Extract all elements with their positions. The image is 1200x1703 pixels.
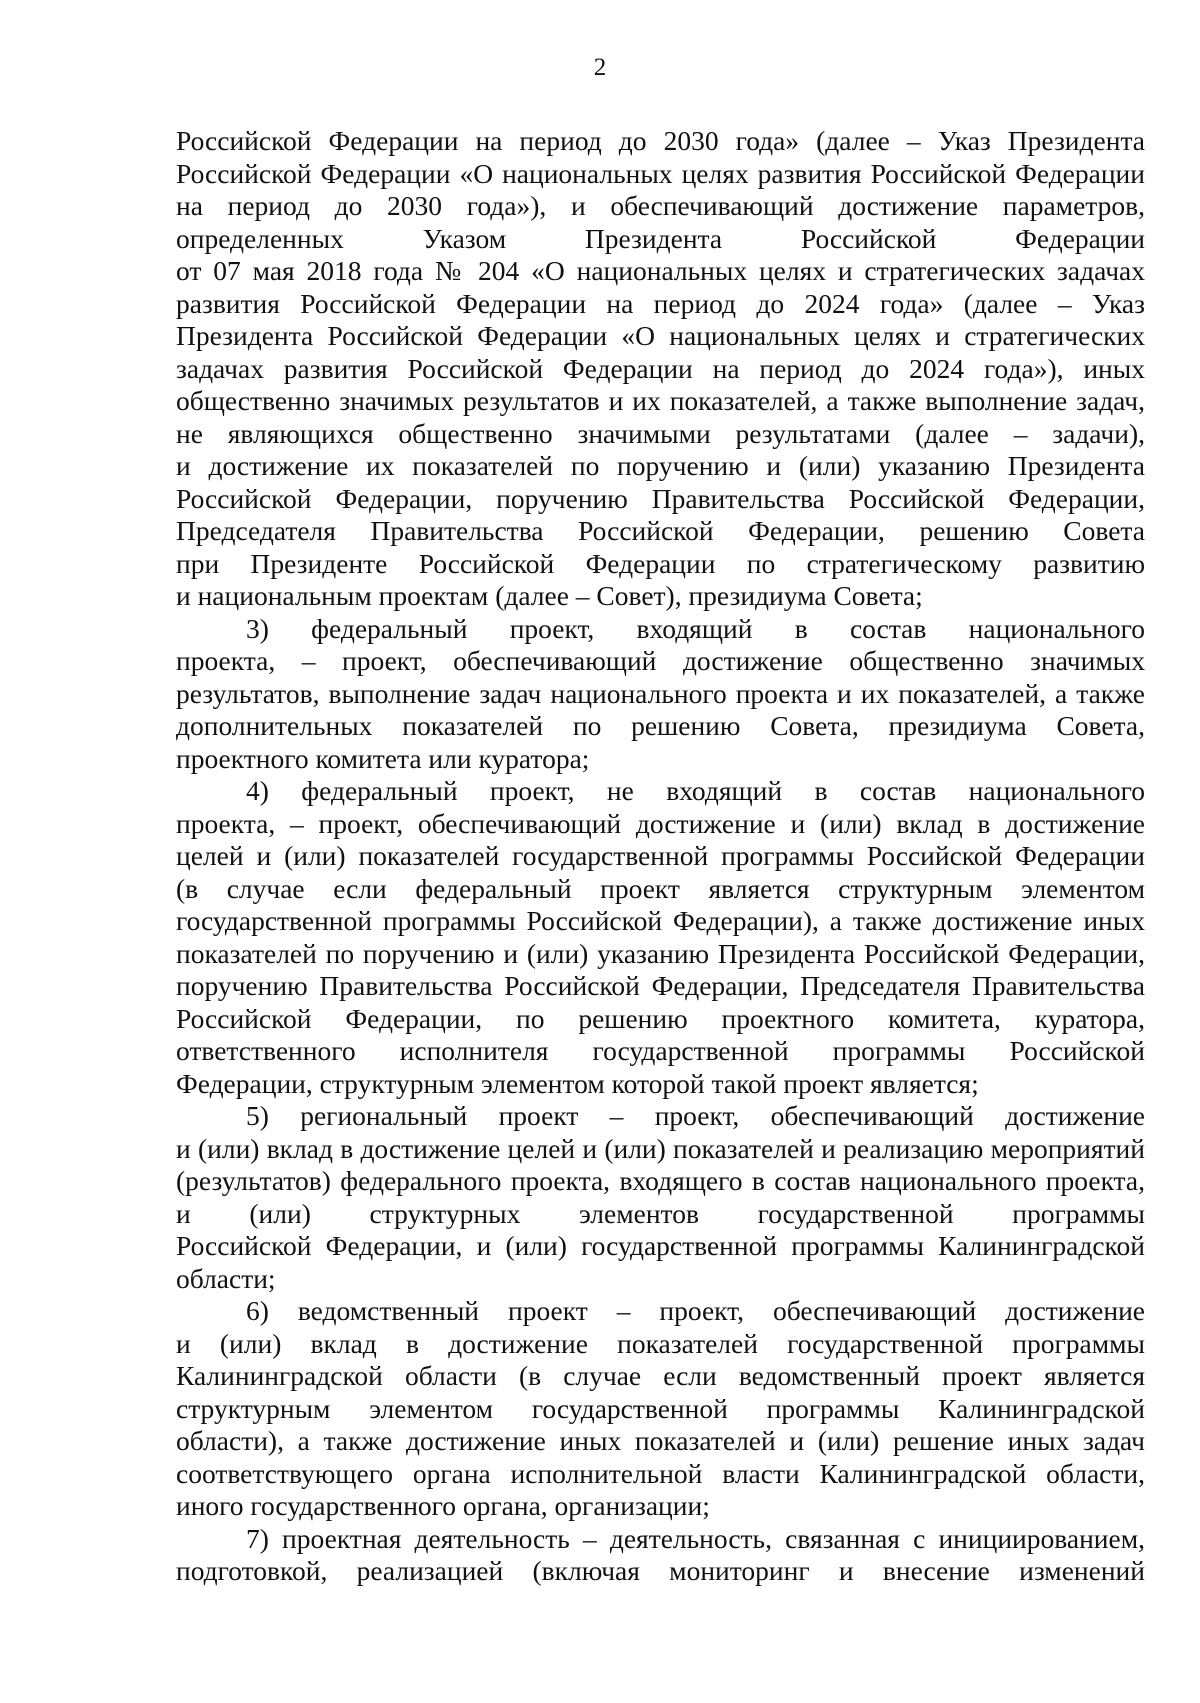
text-line: 3) федеральный проект, входящий в состав национального — [246, 612, 1145, 644]
text-line: проектного комитета или куратора; — [176, 742, 590, 774]
text-line: при Президенте Российской Федерации по стратегическому развитию — [176, 547, 1145, 579]
text-line: области), а также достижение иных показателей и (или) решение иных задач — [176, 1425, 1145, 1456]
text-line: общественно значимых результатов и их показателей, а также выполнение задач, — [176, 385, 1145, 416]
text-line: Президента Российской Федерации «О национальных целях и стратегических — [176, 320, 1145, 351]
text-line: определенных Указом Президента Российской Федерации — [176, 222, 1145, 254]
text-line: Председателя Правительства Российской Федерации, решению Совета — [176, 515, 1145, 546]
text-line: Федерации, структурным элементом которой такой проект является; — [176, 1067, 979, 1099]
text-line: показателей по поручению и (или) указанию Президента Российской Федерации, — [176, 937, 1145, 969]
text-line: поручению Правительства Российской Федерации, Председателя Правительства — [176, 970, 1145, 1001]
text-line: подготовкой, реализацией (включая мониторинг и внесение изменений — [176, 1555, 1145, 1586]
text-line: структурным элементом государственной программы Калининградской — [176, 1392, 1145, 1424]
text-line: Калининградской области (в случае если ведомственный проект является — [176, 1360, 1145, 1391]
text-line: и (или) вклад в достижение показателей государственной программы — [176, 1327, 1145, 1359]
text-line: и достижение их показателей по поручению и (или) указанию Президента — [176, 450, 1145, 481]
text-line: от 07 мая 2018 года № 204 «О национальных целях и стратегических задачах — [176, 255, 1145, 286]
text-line: Российской Федерации, поручению Правительства Российской Федерации, — [176, 482, 1145, 514]
text-line: проекта, – проект, обеспечивающий достижение и (или) вклад в достижение — [176, 807, 1145, 839]
text-line: 5) региональный проект – проект, обеспечивающий достижение — [246, 1100, 1145, 1131]
text-line: ответственного исполнителя государственной программы Российской — [176, 1035, 1145, 1066]
text-line: (в случае если федеральный проект является структурным элементом — [176, 872, 1145, 904]
page-number: 2 — [593, 54, 607, 81]
text-line: задачах развития Российской Федерации на период до 2024 года»), иных — [176, 352, 1145, 384]
text-line: государственной программы Российской Федерации), а также достижение иных — [176, 905, 1145, 936]
text-line: на период до 2030 года»), и обеспечивающий достижение параметров, — [176, 190, 1145, 221]
text-line: и национальным проектам (далее – Совет), президиума Совета; — [176, 580, 923, 611]
text-line: и (или) вклад в достижение целей и (или) показателей и реализацию мероприятий — [176, 1132, 1145, 1164]
text-line: 6) ведомственный проект – проект, обеспечивающий достижение — [246, 1295, 1145, 1326]
text-line: области; — [176, 1262, 276, 1294]
text-line: проекта, – проект, обеспечивающий достижение общественно значимых — [176, 645, 1145, 676]
text-line: дополнительных показателей по решению Совета, президиума Совета, — [176, 710, 1145, 741]
text-line: целей и (или) показателей государственной программы Российской Федерации — [176, 840, 1145, 871]
text-line: Российской Федерации «О национальных целях развития Российской Федерации — [176, 157, 1145, 189]
text-line: Российской Федерации, и (или) государственной программы Калининградской — [176, 1230, 1145, 1261]
text-line: результатов, выполнение задач национального проекта и их показателей, а также — [176, 677, 1145, 709]
text-line: развития Российской Федерации на период до 2024 года» (далее – Указ — [176, 287, 1145, 319]
text-line: иного государственного органа, организации; — [176, 1490, 710, 1521]
text-line: 4) федеральный проект, не входящий в состав национального — [246, 775, 1145, 806]
document-body-text — [176, 125, 1145, 1588]
text-line: Российской Федерации на период до 2030 года» (далее – Указ Президента — [176, 125, 1145, 156]
text-line: (результатов) федерального проекта, входящего в состав национального проекта, — [176, 1165, 1145, 1196]
text-line: и (или) структурных элементов государственной программы — [176, 1197, 1145, 1229]
text-line: соответствующего органа исполнительной власти Калининградской области, — [176, 1457, 1145, 1489]
text-line: Российской Федерации, по решению проектного комитета, куратора, — [176, 1002, 1145, 1034]
text-line: не являющихся общественно значимыми результатами (далее – задачи), — [176, 417, 1145, 449]
text-line: 7) проектная деятельность – деятельность, связанная с инициированием, — [246, 1522, 1145, 1554]
